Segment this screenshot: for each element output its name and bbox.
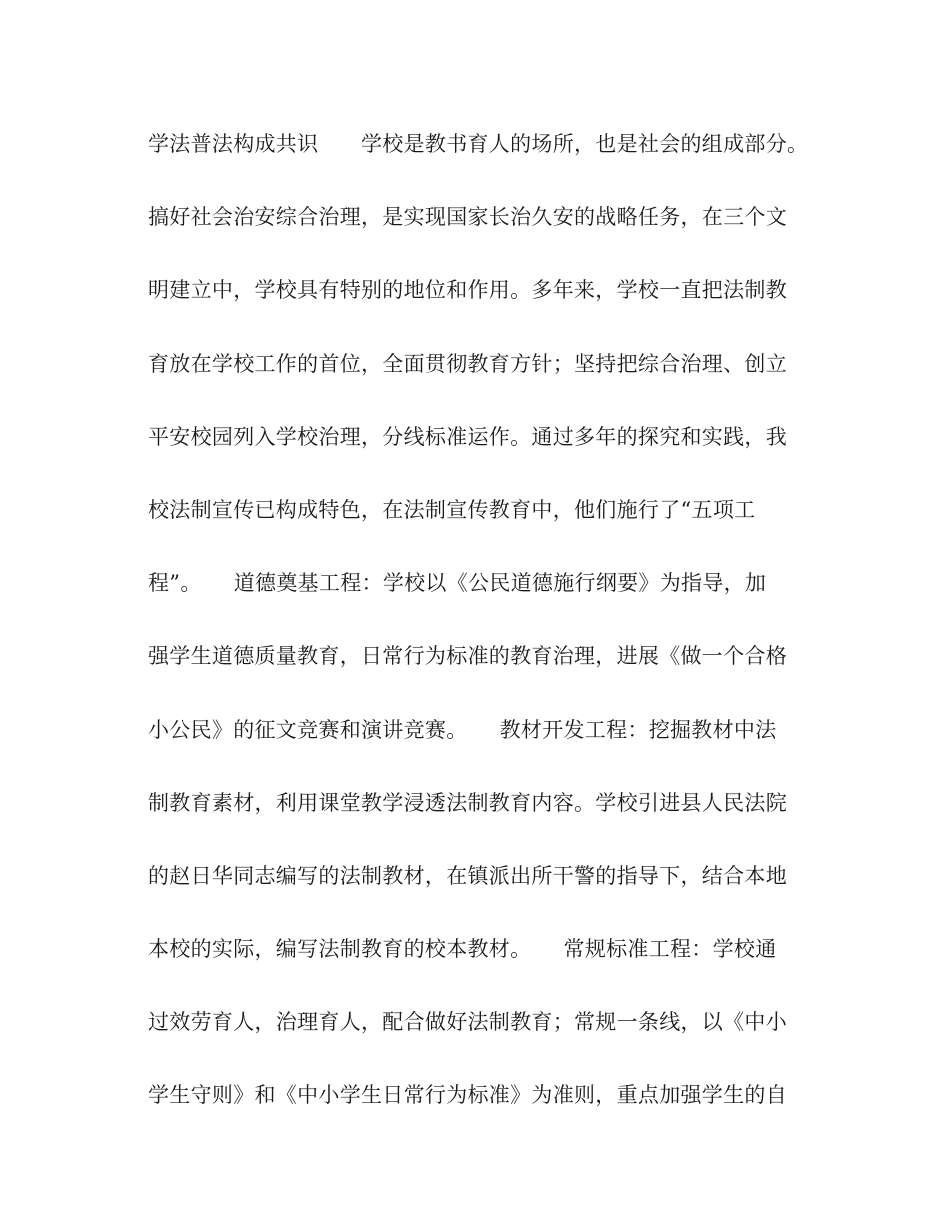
- text-line: 育放在学校工作的首位，全面贯彻教育方针；坚持把综合治理、创立: [148, 351, 787, 376]
- text-line: 平安校园列入学校治理，分线标准运作。通过多年的探究和实践，我: [148, 424, 787, 449]
- text-line: 明建立中，学校具有特别的地位和作用。多年来，学校一直把法制教: [148, 278, 787, 303]
- text-line: 学生守则》和《中小学生日常行为标准》为准则，重点加强学生的自: [148, 1083, 787, 1108]
- text-line: 程”。 道德奠基工程：学校以《公民道德施行纲要》为指导，加: [148, 571, 767, 596]
- text-line: 本校的实际，编写法制教育的校本教材。 常规标准工程：学校通: [148, 937, 777, 962]
- text-line: 搞好社会治安综合治理，是实现国家长治久安的战略任务，在三个文: [148, 205, 787, 230]
- body-text: [148, 124, 848, 1149]
- text-line: 学法普法构成共识 学校是教书育人的场所，也是社会的组成部分。: [148, 132, 809, 156]
- text-line: 校法制宣传已构成特色，在法制宣传教育中，他们施行了“五项工: [148, 497, 756, 522]
- text-line: 强学生道德质量教育，日常行为标准的教育治理，进展《做一个合格: [148, 644, 787, 669]
- text-line: 过效劳育人，治理育人，配合做好法制教育；常规一条线，以《中小: [148, 1010, 787, 1035]
- text-line: 制教育素材，利用课堂教学浸透法制教育内容。学校引进县人民法院: [148, 790, 787, 815]
- text-line: 的赵日华同志编写的法制教材，在镇派出所干警的指导下，结合本地: [148, 863, 787, 888]
- text-line: 小公民》的征文竞赛和演讲竞赛。 教材开发工程：挖掘教材中法: [148, 717, 777, 742]
